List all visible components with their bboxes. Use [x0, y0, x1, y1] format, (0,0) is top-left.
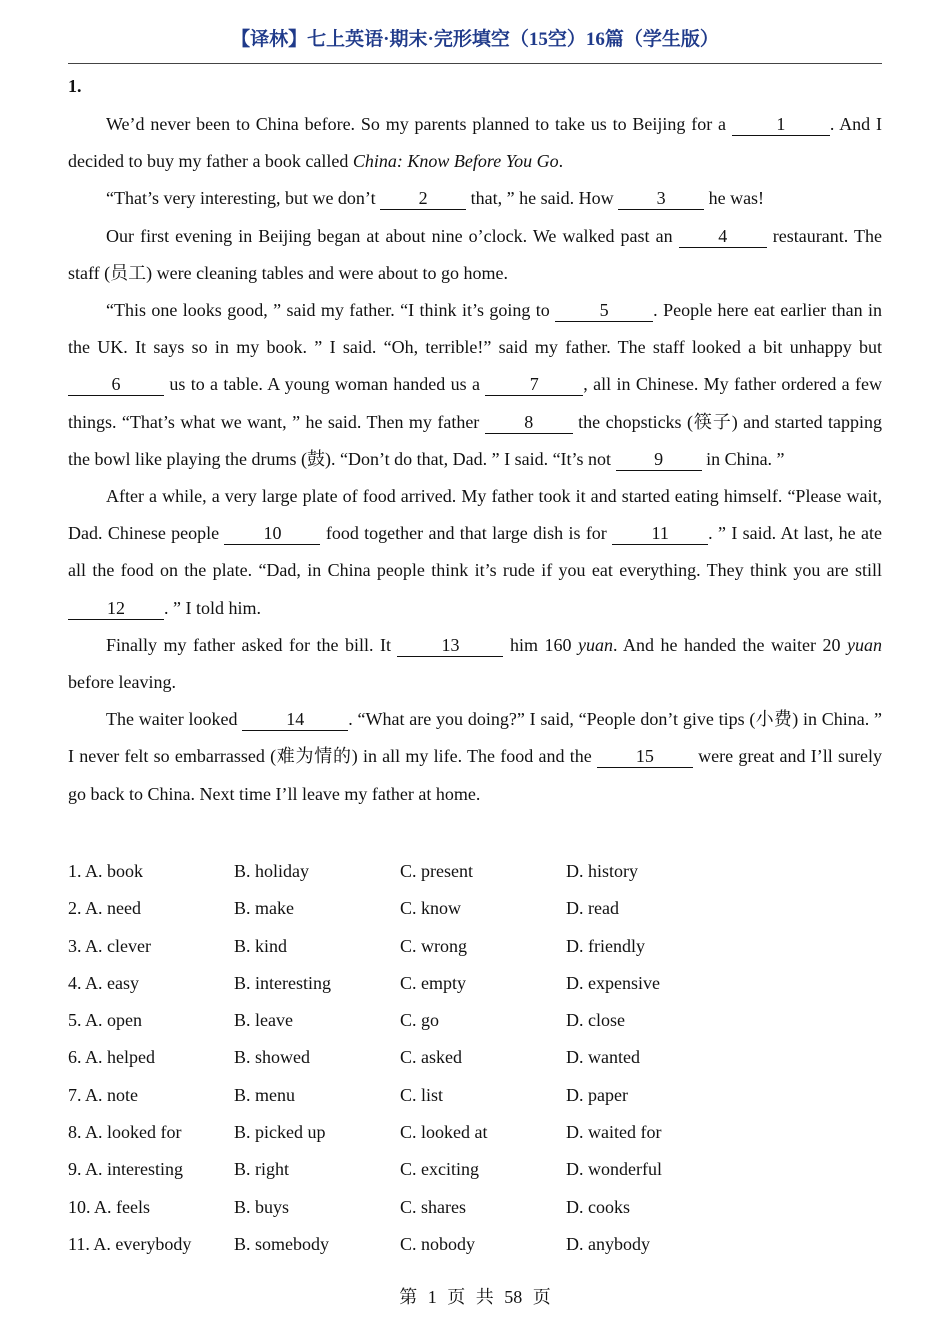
- text: in China. ”: [701, 448, 785, 469]
- text: the chopsticks (筷子) and started tapping the bowl like playing the drums (鼓). “Don’t do that, Dad. ” I said. “It’s not: [68, 411, 882, 469]
- option-a: A. book: [85, 861, 144, 881]
- option-b: B. buys: [234, 1196, 290, 1217]
- option-row: [68, 1114, 882, 1151]
- blank-3: 3: [618, 187, 704, 210]
- text: us to a table. A young woman handed us a: [164, 374, 486, 395]
- option-row: [68, 1002, 882, 1039]
- option-d: D. read: [566, 898, 619, 919]
- blank-12: 12: [68, 597, 164, 620]
- option-c: C. exciting: [400, 1159, 479, 1180]
- option-c: C. shares: [400, 1196, 466, 1217]
- paragraph-1: [68, 106, 882, 180]
- option-c: C. empty: [400, 972, 466, 993]
- option-b: B. picked up: [234, 1122, 326, 1143]
- text: , all in Chinese. My father ordered a few things. “That’s what we want, ” he said. Then my father: [68, 374, 882, 432]
- option-b: B. holiday: [234, 861, 309, 881]
- option-row: [68, 965, 882, 1002]
- option-number: 9.: [68, 1159, 82, 1180]
- option-c: C. looked at: [400, 1122, 488, 1143]
- option-c: C. know: [400, 898, 462, 919]
- blank-14: 14: [242, 708, 348, 731]
- paragraph-6: [68, 627, 882, 701]
- option-d: D. anybody: [566, 1233, 650, 1254]
- option-number: 7.: [68, 1084, 82, 1105]
- cloze-passage: [68, 106, 882, 813]
- option-row: [68, 928, 882, 965]
- document-header: 【译林】七上英语·期末·完形填空（15空）16篇（学生版）: [231, 29, 719, 50]
- text: We’d never been to China before. So my parents planned to take us to Beijing for a: [106, 114, 732, 134]
- option-d: D. wanted: [566, 1047, 640, 1068]
- option-number: 6.: [68, 1047, 82, 1068]
- option-c: C. wrong: [400, 935, 467, 956]
- text: “This one looks good, ” said my father. “I think it’s going to: [106, 300, 556, 321]
- text: .: [558, 151, 564, 172]
- option-b: B. somebody: [234, 1233, 330, 1254]
- blank-9: 9: [616, 448, 702, 471]
- text: before leaving.: [68, 672, 176, 693]
- option-b: B. right: [234, 1159, 290, 1180]
- text: “That’s very interesting, but we don’t: [106, 188, 381, 209]
- blank-5: 5: [555, 299, 653, 322]
- option-c: C. go: [400, 1010, 440, 1031]
- blank-6: 6: [68, 373, 164, 396]
- blank-11: 11: [612, 522, 708, 545]
- text: After a while, a very large plate of food arrived. My father took it and started eating himself. “Please wait, Dad. Chinese people: [68, 486, 882, 544]
- option-d: D. waited for: [566, 1122, 662, 1143]
- blank-7: 7: [485, 373, 583, 396]
- text: . And I decided to buy my father a book called: [68, 114, 883, 172]
- text: The waiter looked: [106, 709, 243, 730]
- paragraph-3: [68, 218, 882, 292]
- blank-2: 2: [380, 187, 466, 210]
- option-b: B. leave: [234, 1010, 293, 1031]
- option-d: D. expensive: [566, 972, 660, 993]
- option-number: 2.: [68, 898, 82, 919]
- text: . “What are you doing?” I said, “People don’t give tips (小费) in China. ” I never felt so embarrassed (难为情的) in all my life. The food and the: [68, 709, 883, 767]
- option-d: D. paper: [566, 1084, 628, 1105]
- text: were great and I’ll surely go back to China. Next time I’ll leave my father at home.: [68, 746, 882, 804]
- option-d: D. friendly: [566, 935, 645, 956]
- currency-word: yuan: [578, 634, 614, 655]
- option-b: B. interesting: [234, 972, 331, 993]
- option-a: A. open: [85, 1010, 143, 1031]
- option-row: [68, 1077, 882, 1114]
- option-row: [68, 1151, 882, 1188]
- option-b: B. make: [234, 898, 294, 919]
- currency-word: yuan: [847, 634, 882, 655]
- paragraph-7: [68, 701, 882, 813]
- question-number: 1.: [68, 76, 82, 96]
- option-number: 4.: [68, 972, 82, 993]
- option-a: A. looked for: [85, 1122, 182, 1143]
- text: . ” I told him.: [164, 597, 261, 618]
- option-row: [68, 1226, 882, 1263]
- option-row: [68, 890, 882, 927]
- option-b: B. menu: [234, 1084, 295, 1105]
- blank-8: 8: [485, 411, 573, 434]
- option-number: 10.: [68, 1196, 91, 1217]
- options-list: [68, 853, 882, 1263]
- paragraph-2: [68, 180, 882, 217]
- text: . ” I said. At last, he ate all the food on the plate. “Dad, in China people think it’s rude if you eat everything. They think you are still: [68, 523, 882, 581]
- blank-1: 1: [732, 113, 830, 136]
- option-row: [68, 1189, 882, 1226]
- paragraph-5: [68, 478, 882, 627]
- option-a: A. helped: [85, 1047, 155, 1068]
- header-divider: [68, 63, 882, 64]
- text: Our first evening in Beijing began at about nine o’clock. We walked past an: [106, 225, 679, 246]
- option-number: 3.: [68, 935, 82, 956]
- option-c: C. asked: [400, 1047, 462, 1068]
- option-number: 8.: [68, 1122, 82, 1143]
- option-b: B. showed: [234, 1047, 310, 1068]
- option-d: D. cooks: [566, 1196, 630, 1217]
- paragraph-4: [68, 292, 882, 478]
- option-c: C. nobody: [400, 1233, 476, 1254]
- option-number: 11.: [68, 1233, 90, 1254]
- option-c: C. present: [400, 861, 473, 881]
- option-a: A. interesting: [85, 1159, 183, 1180]
- book-title: China: Know Before You Go: [352, 151, 559, 172]
- blank-15: 15: [597, 745, 693, 768]
- option-a: A. feels: [94, 1196, 150, 1217]
- page-footer: 第 1 页 共 58 页: [399, 1287, 551, 1307]
- text: . People here eat earlier than in the UK. It says so in my book. ” I said. “Oh, terrible!” said my father. The staff looked a bit unhappy but: [68, 300, 882, 358]
- option-d: D. history: [566, 861, 638, 881]
- text: that, ” he said. How: [466, 188, 619, 209]
- text: . And he handed the waiter 20: [613, 634, 847, 655]
- option-d: D. close: [566, 1010, 625, 1031]
- option-a: A. clever: [85, 935, 151, 956]
- option-row: [68, 1039, 882, 1076]
- option-number: 5.: [68, 1010, 82, 1031]
- text: he was!: [704, 188, 765, 209]
- option-number: 1.: [68, 861, 82, 881]
- option-d: D. wonderful: [566, 1159, 662, 1180]
- text: him 160: [503, 634, 579, 655]
- option-a: A. everybody: [93, 1233, 192, 1254]
- option-a: A. easy: [85, 972, 139, 993]
- text: Finally my father asked for the bill. It: [106, 634, 398, 655]
- option-c: C. list: [400, 1084, 444, 1105]
- blank-4: 4: [679, 225, 767, 248]
- blank-10: 10: [224, 522, 320, 545]
- option-row: [68, 853, 882, 890]
- option-a: A. note: [85, 1084, 139, 1105]
- blank-13: 13: [397, 634, 503, 657]
- text: restaurant. The staff (员工) were cleaning tables and were about to go home.: [68, 225, 882, 283]
- text: food together and that large dish is for: [320, 523, 613, 544]
- option-a: A. need: [85, 898, 141, 919]
- option-b: B. kind: [234, 935, 288, 956]
